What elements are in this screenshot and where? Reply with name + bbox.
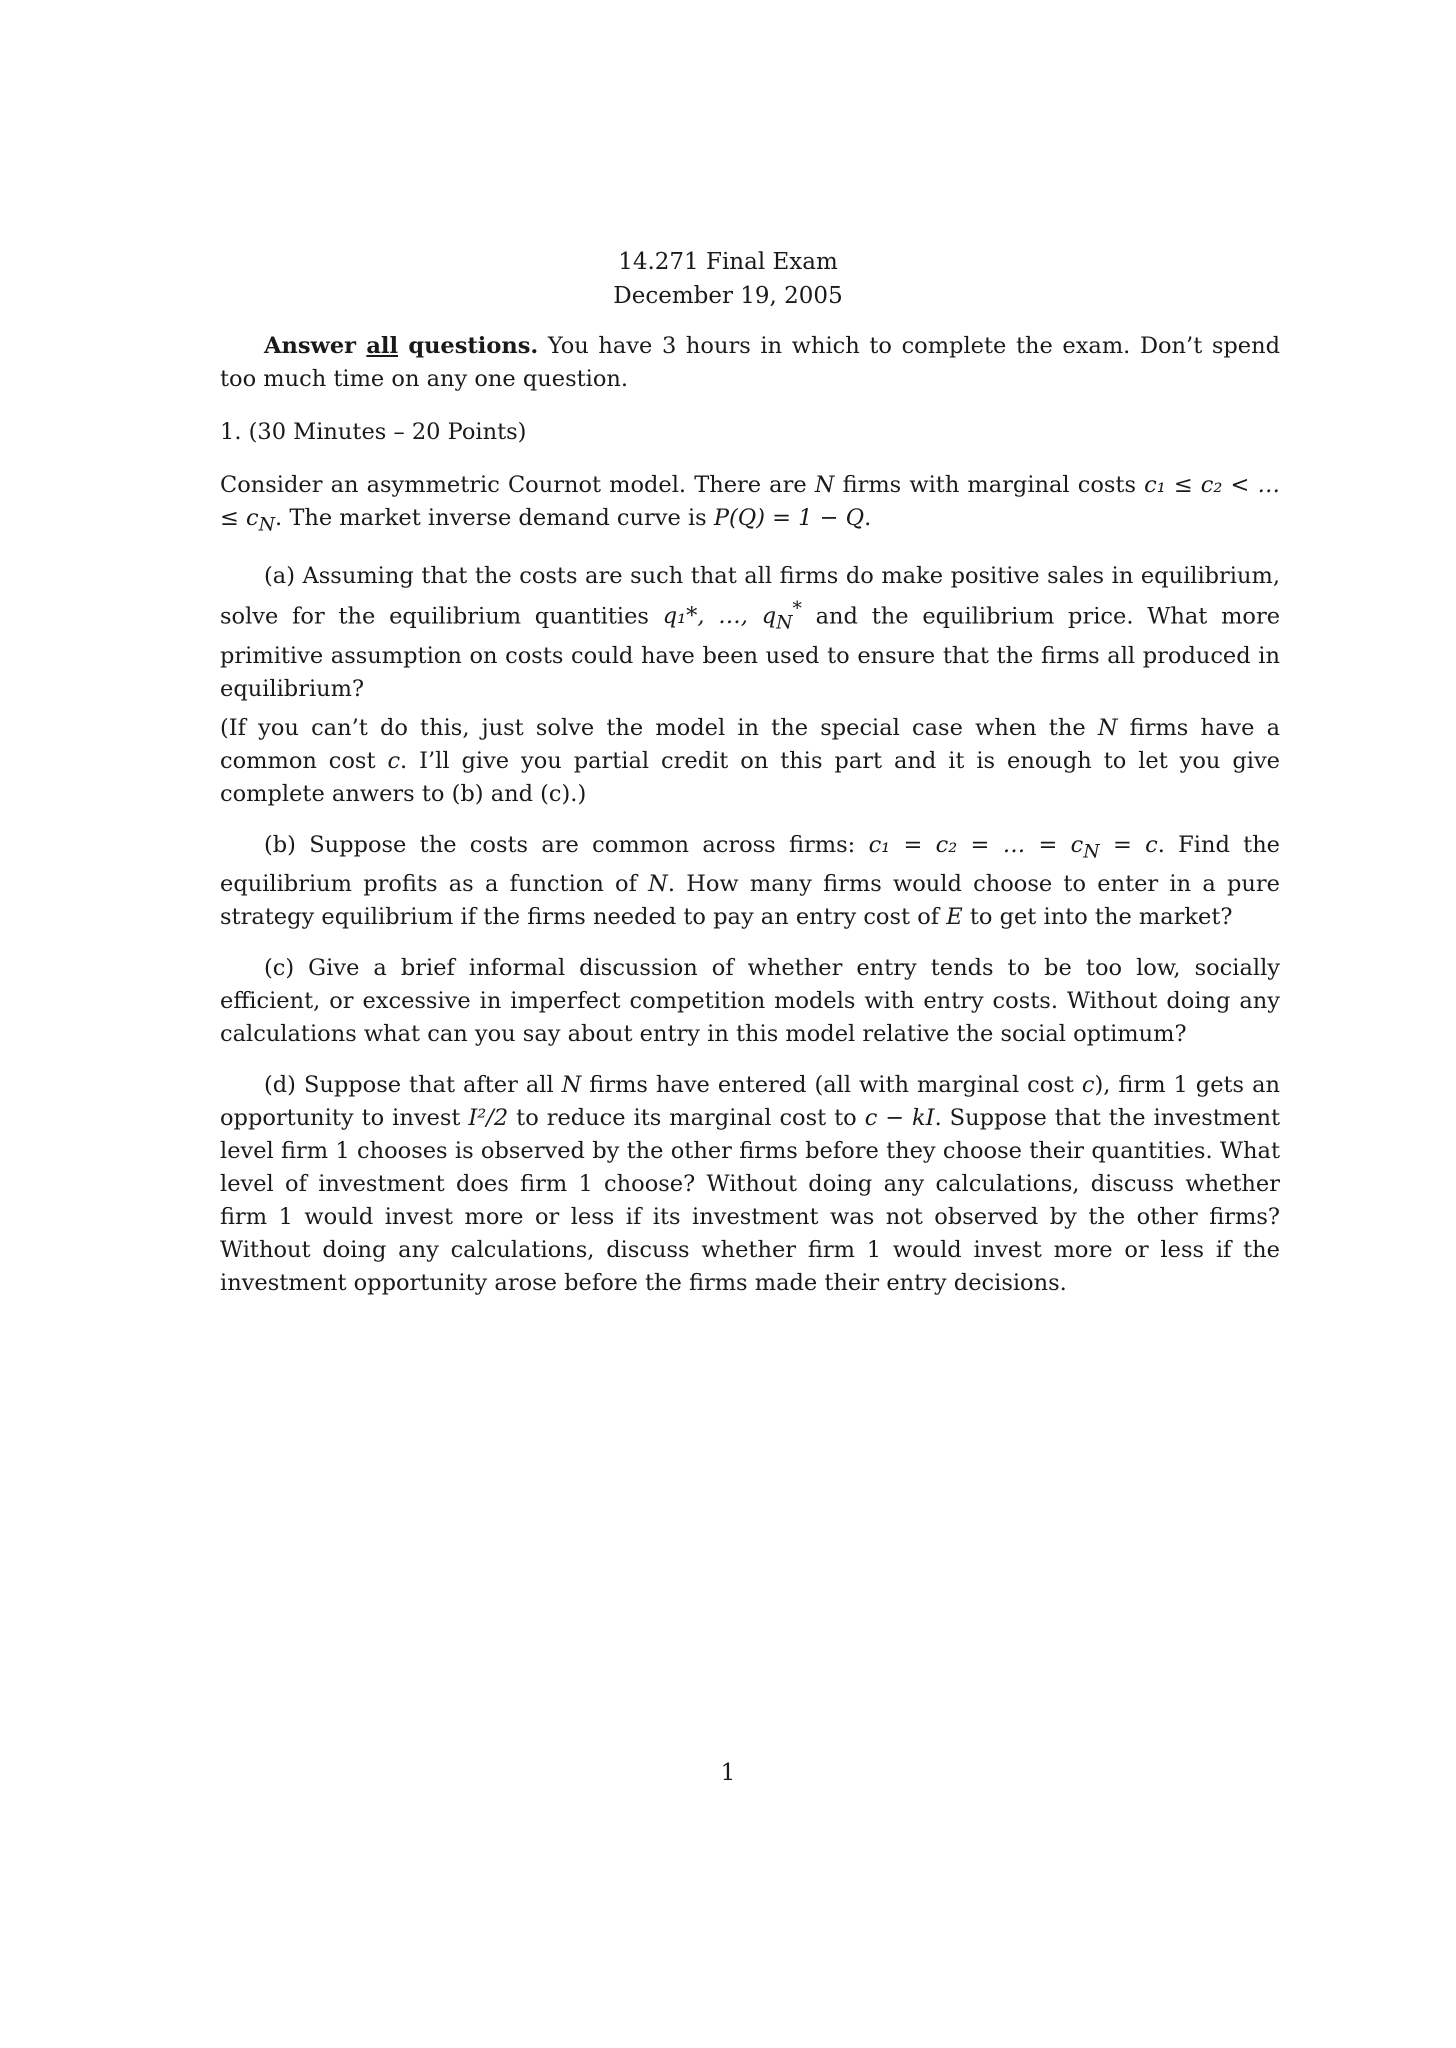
part-b-eq-sub: N xyxy=(1083,841,1100,862)
part-d-n-symbol: N xyxy=(561,1072,582,1098)
part-b-text-4: to get into the market? xyxy=(962,904,1233,930)
page-number: 1 xyxy=(720,1760,736,1786)
instructions-emphasis xyxy=(264,333,538,359)
instructions-answer-suffix: questions. xyxy=(398,333,539,359)
part-d-investment-expression: I²/2 xyxy=(468,1105,509,1131)
instructions-answer-prefix: Answer xyxy=(264,333,367,359)
part-a-quantities xyxy=(662,598,802,634)
part-a-note-c-symbol: c xyxy=(387,747,401,774)
question-1-heading: 1. (30 Minutes – 20 Points) xyxy=(220,419,527,445)
part-a-note-n-symbol: N xyxy=(1097,714,1118,741)
part-d-text-1: (d) Suppose that after all xyxy=(264,1072,562,1098)
lead-costs-sub: N xyxy=(258,514,276,536)
part-a-qsub: N xyxy=(776,612,793,634)
part-d-new-cost-expression: c − kI xyxy=(864,1105,935,1131)
part-d-text-2: firms have entered (all with marginal cost xyxy=(581,1072,1082,1098)
part-a-note-text-2: firms have a common cost xyxy=(220,714,1281,774)
lead-demand-expression: P(Q) = 1 − Q xyxy=(713,505,865,531)
part-a xyxy=(220,560,1280,706)
part-a-note-text-1: (If you can’t do this, just solve the model in the special case when the xyxy=(220,714,1098,741)
part-d-text-3: ), firm 1 gets an opportunity to invest xyxy=(220,1072,1280,1131)
part-d xyxy=(220,1069,1280,1300)
lead-text-2: firms with marginal costs xyxy=(834,472,1145,498)
exam-title: 14.271 Final Exam xyxy=(618,249,838,275)
instructions-rest: You have 3 hours in which to complete the exam. Don’t spend too much time on any one question. xyxy=(220,333,1281,392)
part-a-note xyxy=(220,712,1280,811)
lead-text-1: Consider an asymmetric Cournot model. There are xyxy=(220,472,815,498)
part-a-qsup: * xyxy=(792,598,802,620)
lead-text-4: . xyxy=(864,505,872,531)
part-d-text-4: to reduce its marginal cost to xyxy=(508,1105,865,1131)
part-d-text-5: . Suppose that the investment level firm 1 chooses is observed by the other firms before they choose their quantities. What level of investment does firm 1 choose? Without doing any calculations, discuss whether firm 1 would invest more or less if its investment was not observed by the other firms? Without doing any calculations, discuss whether firm 1 would invest more or less if the investment opportunity arose before the firms made their entry decisions. xyxy=(220,1105,1280,1296)
part-b xyxy=(220,829,1280,935)
part-b-text-1: (b) Suppose the costs are common across firms: xyxy=(264,831,869,858)
part-b-text-3: . How many firms would choose to enter in a pure strategy equilibrium if the firms needed to pay an entry cost of xyxy=(220,871,1280,930)
part-b-n-symbol: N xyxy=(648,871,668,897)
part-b-eq: c₁ = c₂ = … = c xyxy=(868,831,1084,858)
lead-n-symbol: N xyxy=(814,472,835,498)
part-a-text-1: (a) Assuming that the costs are such that all firms do make positive sales in equilibrium, solve for the equilibrium quantities xyxy=(220,562,1280,629)
part-b-equation xyxy=(868,831,1158,862)
exam-date: December 19, 2005 xyxy=(613,283,843,309)
lead-costs: c₁ ≤ c₂ < … ≤ c xyxy=(220,472,1280,531)
part-b-text-2: . Find the equilibrium profits as a function of xyxy=(220,831,1280,897)
question-1-lead xyxy=(220,469,1280,542)
part-b-e-symbol: E xyxy=(946,904,963,930)
part-c: (c) Give a brief informal discussion of whether entry tends to be too low, socially efficient, or excessive in imperfect competition models with entry costs. Without doing any calculations what can you say about entry in this model relative the social optimum? xyxy=(220,955,1280,1047)
instructions-answer-all: all xyxy=(366,333,399,359)
exam-header xyxy=(0,245,1456,313)
part-d-c-symbol: c xyxy=(1081,1072,1095,1098)
part-a-text-2: and the equilibrium price. What more primitive assumption on costs could have been used to ensure that the firms all produced in equilibrium? xyxy=(220,603,1281,702)
part-b-eq-end: = c xyxy=(1099,831,1158,858)
part-a-qvars: q₁*, …, q xyxy=(662,603,777,629)
part-a-note-text-3: . I’ll give you partial credit on this part and it is enough to let you give complete anwers to (b) and (c).) xyxy=(220,747,1280,807)
lead-text-3: . The market inverse demand curve is xyxy=(275,505,714,531)
instructions-paragraph xyxy=(220,330,1280,396)
exam-content xyxy=(220,330,1280,1300)
